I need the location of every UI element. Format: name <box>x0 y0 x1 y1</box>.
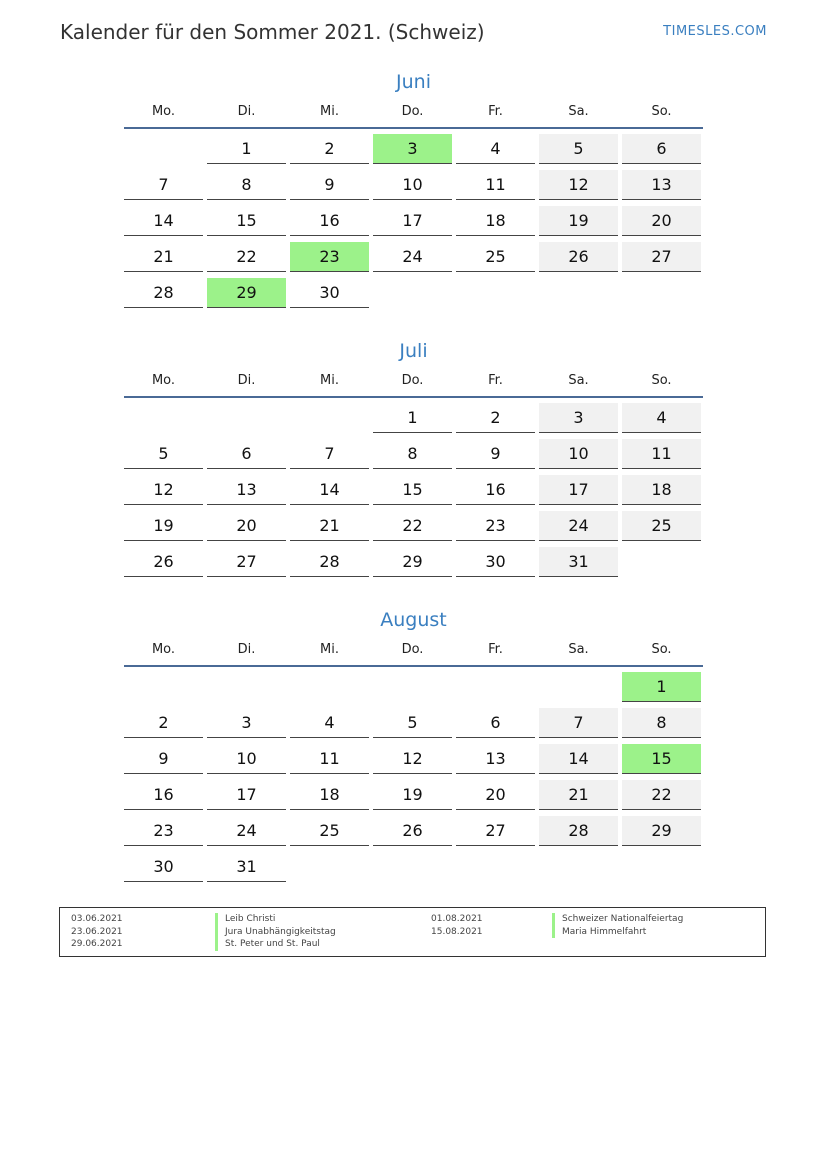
day-cell[interactable]: 8 <box>207 170 286 200</box>
weekday-label: Mi. <box>320 642 339 657</box>
empty-cell <box>207 672 286 702</box>
weekend-day-cell[interactable]: 19 <box>539 206 618 236</box>
legend-names-right <box>552 913 683 938</box>
day-cell[interactable]: 1 <box>207 134 286 164</box>
legend-dates-right <box>431 913 483 938</box>
weekday-label: Do. <box>401 104 424 119</box>
day-cell[interactable]: 29 <box>373 547 452 577</box>
day-cell[interactable]: 16 <box>456 475 535 505</box>
weekend-day-cell[interactable]: 27 <box>622 242 701 272</box>
day-cell[interactable]: 16 <box>124 780 203 810</box>
weekend-day-cell[interactable]: 29 <box>622 816 701 846</box>
legend-date: 29.06.2021 <box>71 939 123 949</box>
day-cell[interactable]: 10 <box>207 744 286 774</box>
legend-holiday-name: Leib Christi <box>215 913 336 926</box>
weekend-day-cell[interactable]: 13 <box>622 170 701 200</box>
day-cell[interactable]: 21 <box>124 242 203 272</box>
weekday-label: Di. <box>237 642 256 657</box>
day-cell[interactable]: 2 <box>124 708 203 738</box>
day-cell[interactable]: 17 <box>373 206 452 236</box>
day-cell[interactable]: 10 <box>373 170 452 200</box>
empty-cell <box>539 278 618 308</box>
month-block <box>124 606 703 888</box>
day-cell[interactable]: 23 <box>456 511 535 541</box>
empty-cell <box>539 852 618 882</box>
day-cell[interactable]: 15 <box>207 206 286 236</box>
weekday-label: Mo. <box>151 642 176 657</box>
empty-cell <box>622 852 701 882</box>
weekday-header <box>124 370 703 392</box>
weekend-day-cell[interactable]: 3 <box>539 403 618 433</box>
day-cell[interactable]: 24 <box>373 242 452 272</box>
day-cell[interactable]: 18 <box>456 206 535 236</box>
empty-cell <box>373 672 452 702</box>
day-cell[interactable]: 16 <box>290 206 369 236</box>
day-cell[interactable]: 9 <box>456 439 535 469</box>
legend-holiday-name: Maria Himmelfahrt <box>552 926 683 939</box>
day-grid <box>124 672 703 888</box>
weekend-day-cell[interactable]: 28 <box>539 816 618 846</box>
legend-names-left <box>215 913 336 951</box>
weekday-label: Fr. <box>488 373 503 388</box>
empty-cell <box>373 852 452 882</box>
day-cell[interactable]: 14 <box>290 475 369 505</box>
day-cell[interactable]: 23 <box>124 816 203 846</box>
day-cell[interactable]: 30 <box>290 278 369 308</box>
day-cell[interactable]: 13 <box>456 744 535 774</box>
weekend-day-cell[interactable]: 5 <box>539 134 618 164</box>
empty-cell <box>373 278 452 308</box>
weekend-day-cell[interactable]: 10 <box>539 439 618 469</box>
day-cell[interactable]: 27 <box>207 547 286 577</box>
legend-date: 23.06.2021 <box>71 926 123 937</box>
day-cell[interactable]: 27 <box>456 816 535 846</box>
legend-holiday-name: Schweizer Nationalfeiertag <box>552 913 683 926</box>
weekend-day-cell[interactable]: 8 <box>622 708 701 738</box>
weekday-label: So. <box>651 373 672 388</box>
weekday-header <box>124 101 703 123</box>
day-cell[interactable]: 5 <box>373 708 452 738</box>
day-cell[interactable]: 26 <box>124 547 203 577</box>
day-cell[interactable]: 2 <box>290 134 369 164</box>
weekend-day-cell[interactable]: 25 <box>622 511 701 541</box>
weekday-label: Di. <box>237 373 256 388</box>
weekday-label: Fr. <box>488 642 503 657</box>
weekend-day-cell[interactable]: 17 <box>539 475 618 505</box>
day-cell[interactable]: 2 <box>456 403 535 433</box>
empty-cell <box>456 672 535 702</box>
weekday-label: Di. <box>237 104 256 119</box>
weekend-day-cell[interactable]: 7 <box>539 708 618 738</box>
empty-cell <box>124 403 203 433</box>
weekend-day-cell[interactable]: 22 <box>622 780 701 810</box>
day-cell[interactable]: 28 <box>124 278 203 308</box>
weekend-day-cell[interactable]: 4 <box>622 403 701 433</box>
day-cell[interactable]: 24 <box>207 816 286 846</box>
day-cell[interactable]: 8 <box>373 439 452 469</box>
legend-date: 03.06.2021 <box>71 914 123 924</box>
month-title: Juli <box>399 340 428 362</box>
day-cell[interactable]: 9 <box>290 170 369 200</box>
day-cell[interactable]: 6 <box>456 708 535 738</box>
day-cell[interactable]: 7 <box>290 439 369 469</box>
day-cell[interactable]: 30 <box>456 547 535 577</box>
weekend-day-cell[interactable]: 21 <box>539 780 618 810</box>
day-cell[interactable]: 18 <box>290 780 369 810</box>
day-cell[interactable]: 21 <box>290 511 369 541</box>
day-cell[interactable]: 3 <box>207 708 286 738</box>
legend-holiday-name: Jura Unabhängigkeitstag <box>215 926 336 939</box>
empty-cell <box>622 547 701 577</box>
day-cell[interactable]: 17 <box>207 780 286 810</box>
month-title: Juni <box>396 71 431 93</box>
weekday-label: Sa. <box>568 104 589 119</box>
holiday-day-cell[interactable]: 23 <box>290 242 369 272</box>
day-cell[interactable]: 13 <box>207 475 286 505</box>
day-cell[interactable]: 11 <box>290 744 369 774</box>
legend-dates-left <box>71 913 123 951</box>
holiday-day-cell[interactable]: 3 <box>373 134 452 164</box>
weekend-day-cell[interactable]: 12 <box>539 170 618 200</box>
brand-link[interactable]: TIMESLES.COM <box>663 24 767 39</box>
weekend-day-cell[interactable]: 14 <box>539 744 618 774</box>
weekend-day-cell[interactable]: 20 <box>622 206 701 236</box>
weekend-day-cell[interactable]: 24 <box>539 511 618 541</box>
weekday-label: Sa. <box>568 642 589 657</box>
header-rule <box>124 127 703 129</box>
legend-date: 15.08.2021 <box>431 926 483 937</box>
holiday-day-cell[interactable]: 15 <box>622 744 701 774</box>
weekend-day-cell[interactable]: 31 <box>539 547 618 577</box>
day-cell[interactable]: 25 <box>290 816 369 846</box>
header-rule <box>124 396 703 398</box>
page-title: Kalender für den Sommer 2021. (Schweiz) <box>60 20 485 44</box>
weekday-label: Sa. <box>568 373 589 388</box>
day-cell[interactable]: 12 <box>373 744 452 774</box>
weekday-label: Fr. <box>488 104 503 119</box>
weekday-label: Mo. <box>151 373 176 388</box>
day-cell[interactable]: 15 <box>373 475 452 505</box>
holiday-day-cell[interactable]: 29 <box>207 278 286 308</box>
day-cell[interactable]: 26 <box>373 816 452 846</box>
weekday-label: Mi. <box>320 373 339 388</box>
day-cell[interactable]: 7 <box>124 170 203 200</box>
empty-cell <box>290 403 369 433</box>
day-cell[interactable]: 28 <box>290 547 369 577</box>
day-cell[interactable]: 14 <box>124 206 203 236</box>
empty-cell <box>539 672 618 702</box>
empty-cell <box>290 852 369 882</box>
day-cell[interactable]: 20 <box>207 511 286 541</box>
weekday-label: Mi. <box>320 104 339 119</box>
empty-cell <box>622 278 701 308</box>
weekend-day-cell[interactable]: 18 <box>622 475 701 505</box>
weekday-label: Mo. <box>151 104 176 119</box>
day-cell[interactable]: 4 <box>456 134 535 164</box>
day-cell[interactable]: 12 <box>124 475 203 505</box>
day-cell[interactable]: 9 <box>124 744 203 774</box>
legend-date: 01.08.2021 <box>431 914 483 924</box>
weekend-day-cell[interactable]: 11 <box>622 439 701 469</box>
weekday-label: Do. <box>401 642 424 657</box>
legend-holiday-name: St. Peter und St. Paul <box>215 938 336 951</box>
day-cell[interactable]: 6 <box>207 439 286 469</box>
day-grid <box>124 403 703 583</box>
day-cell[interactable]: 11 <box>456 170 535 200</box>
weekday-header <box>124 639 703 661</box>
empty-cell <box>456 278 535 308</box>
day-cell[interactable]: 31 <box>207 852 286 882</box>
day-cell[interactable]: 22 <box>207 242 286 272</box>
day-cell[interactable]: 25 <box>456 242 535 272</box>
day-cell[interactable]: 5 <box>124 439 203 469</box>
empty-cell <box>124 672 203 702</box>
weekend-day-cell[interactable]: 26 <box>539 242 618 272</box>
day-cell[interactable]: 22 <box>373 511 452 541</box>
day-cell[interactable]: 20 <box>456 780 535 810</box>
weekday-label: So. <box>651 104 672 119</box>
day-cell[interactable]: 4 <box>290 708 369 738</box>
day-grid <box>124 134 703 314</box>
holiday-day-cell[interactable]: 1 <box>622 672 701 702</box>
empty-cell <box>124 134 203 164</box>
day-cell[interactable]: 30 <box>124 852 203 882</box>
weekday-label: So. <box>651 642 672 657</box>
day-cell[interactable]: 1 <box>373 403 452 433</box>
weekend-day-cell[interactable]: 6 <box>622 134 701 164</box>
empty-cell <box>290 672 369 702</box>
header-rule <box>124 665 703 667</box>
month-block <box>124 337 703 583</box>
empty-cell <box>207 403 286 433</box>
month-block <box>124 68 703 314</box>
holiday-legend <box>59 907 766 957</box>
month-title: August <box>380 609 447 631</box>
empty-cell <box>456 852 535 882</box>
weekday-label: Do. <box>401 373 424 388</box>
day-cell[interactable]: 19 <box>373 780 452 810</box>
day-cell[interactable]: 19 <box>124 511 203 541</box>
